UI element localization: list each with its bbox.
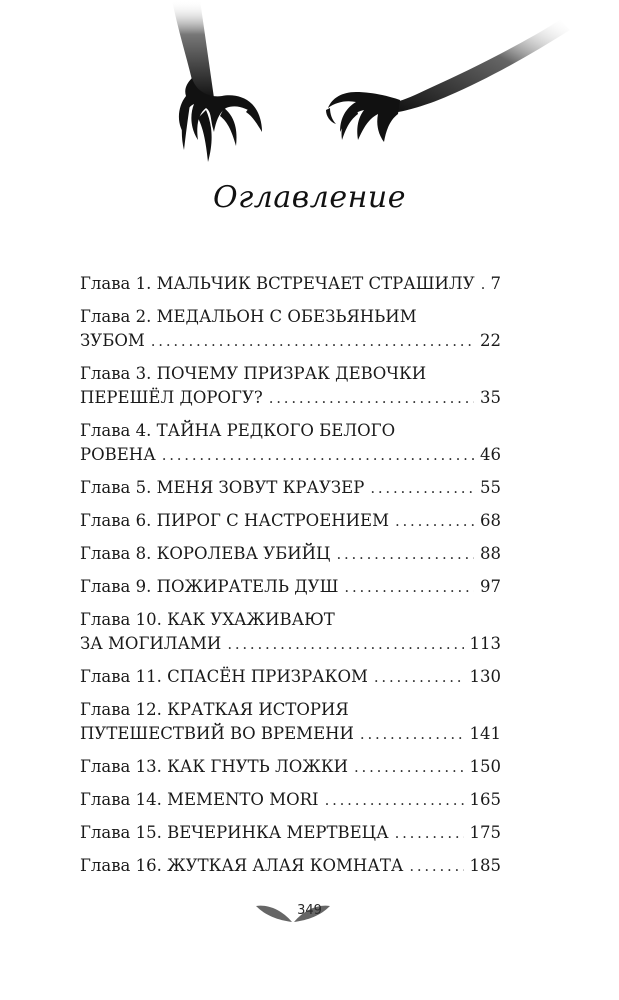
toc-entry[interactable] <box>80 665 501 689</box>
toc-entry[interactable] <box>80 788 501 812</box>
chapter-title: МАЛЬЧИК ВСТРЕЧАЕТ СТРАШИЛУ <box>156 274 475 293</box>
chapter-title-line1: ТАЙНА РЕДКОГО БЕЛОГО <box>156 421 396 440</box>
chapter-title: КОРОЛЕВА УБИЙЦ <box>156 544 331 563</box>
chapter-title-line1: КРАТКАЯ ИСТОРИЯ <box>167 700 349 719</box>
dot-leader <box>370 476 474 500</box>
chapter-title: СПАСЁН ПРИЗРАКОМ <box>167 667 368 686</box>
dot-leader <box>374 665 464 689</box>
chapter-title: МЕНЯ ЗОВУТ КРАУЗЕР <box>156 478 365 497</box>
page-ref: 88 <box>480 544 501 563</box>
toc-entry[interactable] <box>80 542 501 566</box>
toc-entry[interactable] <box>80 509 501 533</box>
dot-leader <box>227 632 463 656</box>
toc-entry[interactable] <box>80 755 501 779</box>
toc-entry[interactable] <box>80 575 501 599</box>
chapter-number: Глава 11. <box>80 667 162 686</box>
chapter-title: ПОЖИРАТЕЛЬ ДУШ <box>156 577 339 596</box>
chapter-number: Глава 16. <box>80 856 162 875</box>
page-ref: 175 <box>469 823 501 842</box>
chapter-title-line1: КАК УХАЖИВАЮТ <box>167 610 335 629</box>
chapter-title: КАК ГНУТЬ ЛОЖКИ <box>167 757 348 776</box>
toc-entry[interactable] <box>80 854 501 878</box>
page-ref: 150 <box>469 757 501 776</box>
chapter-number: Глава 2. <box>80 307 152 326</box>
chapter-number: Глава 15. <box>80 823 162 842</box>
claw-hands-illustration <box>0 0 619 180</box>
dot-leader <box>151 329 474 353</box>
toc-title: Оглавление <box>213 180 406 215</box>
chapter-title: ПЕРЕШЁЛ ДОРОГУ? <box>80 388 263 407</box>
page-ref: 55 <box>480 478 501 497</box>
dot-leader <box>481 272 485 296</box>
page-number: 349 <box>297 903 322 918</box>
chapter-title-line1: МЕДАЛЬОН С ОБЕЗЬЯНЬИМ <box>156 307 417 326</box>
page-ref: 113 <box>469 634 501 653</box>
table-of-contents <box>80 272 501 887</box>
dot-leader <box>395 821 464 845</box>
dot-leader <box>395 509 474 533</box>
toc-entry[interactable] <box>80 419 501 467</box>
page-ref: 22 <box>480 331 501 350</box>
page-ref: 35 <box>480 388 501 407</box>
left-claw-icon <box>172 0 262 162</box>
toc-entry[interactable] <box>80 608 501 656</box>
page-ref: 185 <box>469 856 501 875</box>
dot-leader <box>269 386 474 410</box>
toc-entry[interactable] <box>80 821 501 845</box>
dot-leader <box>325 788 464 812</box>
chapter-title: ЖУТКАЯ АЛАЯ КОМНАТА <box>167 856 404 875</box>
chapter-number: Глава 5. <box>80 478 152 497</box>
toc-entry[interactable] <box>80 272 501 296</box>
chapter-title: ЗА МОГИЛАМИ <box>80 634 222 653</box>
toc-entry[interactable] <box>80 305 501 353</box>
chapter-title: ПУТЕШЕСТВИЙ ВО ВРЕМЕНИ <box>80 724 354 743</box>
chapter-number: Глава 10. <box>80 610 162 629</box>
chapter-number: Глава 8. <box>80 544 152 563</box>
chapter-number: Глава 3. <box>80 364 152 383</box>
dot-leader <box>360 722 464 746</box>
page-ref: 165 <box>469 790 501 809</box>
chapter-number: Глава 13. <box>80 757 162 776</box>
chapter-title: ЗУБОМ <box>80 331 145 350</box>
toc-entry[interactable] <box>80 362 501 410</box>
page-ref: 97 <box>480 577 501 596</box>
chapter-title: ВЕЧЕРИНКА МЕРТВЕЦА <box>167 823 389 842</box>
chapter-title: РОВЕНА <box>80 445 156 464</box>
chapter-number: Глава 12. <box>80 700 162 719</box>
chapter-number: Глава 9. <box>80 577 152 596</box>
page-ref: 130 <box>469 667 501 686</box>
page-ref: 46 <box>480 445 501 464</box>
chapter-number: Глава 4. <box>80 421 152 440</box>
right-claw-icon <box>326 20 570 142</box>
dot-leader <box>409 854 463 878</box>
page-ref: 141 <box>469 724 501 743</box>
chapter-title-line1: ПОЧЕМУ ПРИЗРАК ДЕВОЧКИ <box>156 364 427 383</box>
dot-leader <box>336 542 474 566</box>
chapter-title: ПИРОГ С НАСТРОЕНИЕМ <box>156 511 389 530</box>
page-ref: 68 <box>480 511 501 530</box>
chapter-number: Глава 6. <box>80 511 152 530</box>
dot-leader <box>344 575 474 599</box>
page-ref: 7 <box>490 274 501 293</box>
toc-entry[interactable] <box>80 476 501 500</box>
chapter-title: MEMENTO MORI <box>167 790 319 809</box>
dot-leader <box>162 443 474 467</box>
chapter-number: Глава 1. <box>80 274 152 293</box>
toc-entry[interactable] <box>80 698 501 746</box>
chapter-number: Глава 14. <box>80 790 162 809</box>
dot-leader <box>354 755 464 779</box>
